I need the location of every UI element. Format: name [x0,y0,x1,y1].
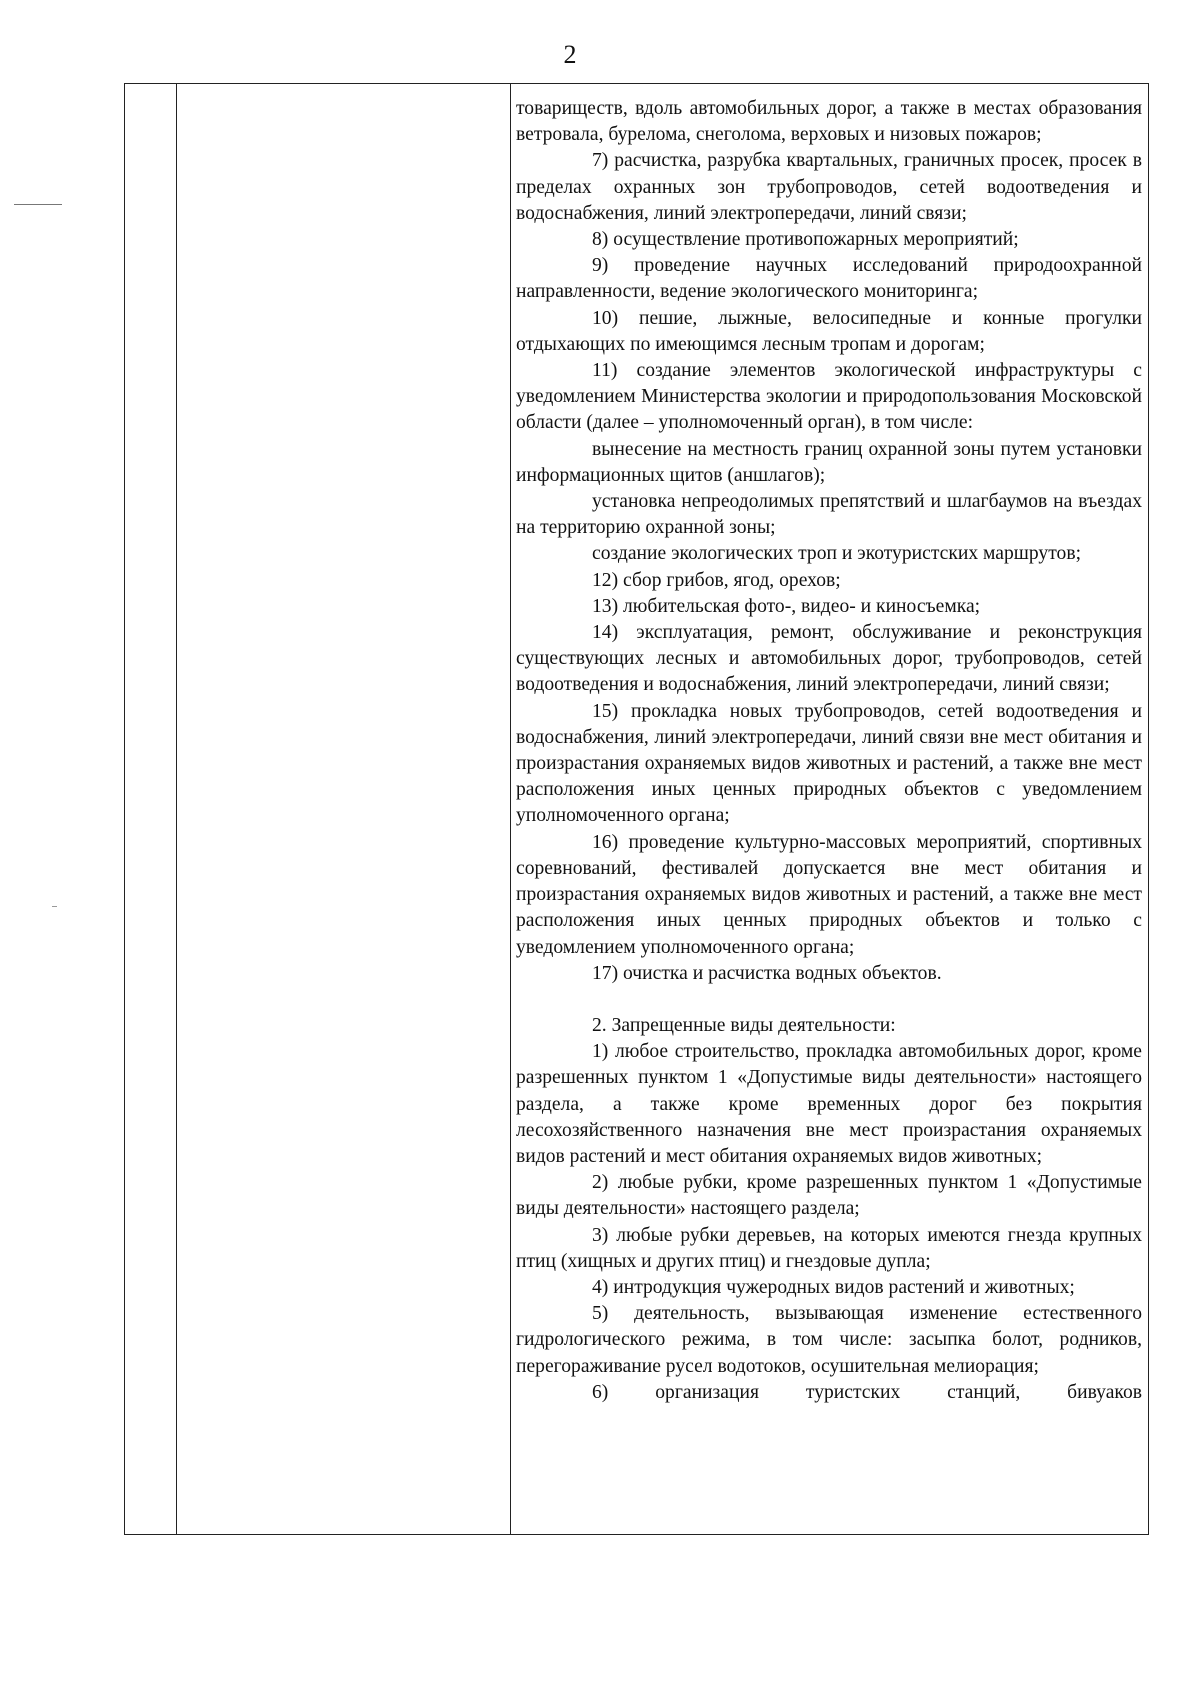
paragraph: 4) интродукция чужеродных видов растений и животных; [592,1276,1075,1298]
table-column-divider-2 [510,83,511,1535]
paragraph: 2. Запрещенные виды деятельности: [592,1014,896,1036]
paragraph: 12) сбор грибов, ягод, орехов; [592,569,841,591]
paragraph: 6) организация туристских станций, бивуаков [592,1381,1142,1403]
paragraph: 16) проведение культурно-массовых мероприятий, спортивных соревнований, фестивалей допускается вне мест обитания и произрастания охраняемых видов животных и растений, а также вне мест расположения иных ценных природных объектов и только с уведомлением уполномоченного органа; [516,831,1142,958]
paragraph: 1) любое строительство, прокладка автомобильных дорог, кроме разрешенных пунктом 1 «Допустимые виды деятельности» настоящего раздела, а также кроме временных дорог без покрытия лесохозяйственного назначения вне мест произрастания охраняемых видов растений и мест обитания охраняемых видов животных; [516,1041,1142,1167]
margin-mark [14,204,62,205]
paragraph: 17) очистка и расчистка водных объектов. [592,962,942,984]
paragraph: товариществ, вдоль автомобильных дорог, а также в местах образования ветровала, бурелома, снеголома, верховых и низовых пожаров; [516,98,1142,146]
margin-dot [52,906,57,907]
paragraph: 3) любые рубки деревьев, на которых имеются гнезда крупных птиц (хищных и других птиц) и гнездовые дупла; [516,1224,1142,1272]
page-number: 2 [563,40,577,69]
paragraph: вынесение на местность границ охранной зоны путем установки информационных щитов (аншлагов); [516,438,1142,486]
paragraph: установка непреодолимых препятствий и шлагбаумов на въездах на территорию охранной зоны; [516,491,1142,539]
paragraph: 13) любительская фото-, видео- и киносъемка; [592,595,981,617]
paragraph: 11) создание элементов экологической инфраструктуры с уведомлением Министерства экологии и природопользования Московской области (далее – уполномоченный орган), в том числе: [516,360,1142,434]
paragraph: 2) любые рубки, кроме разрешенных пунктом 1 «Допустимые виды деятельности» настоящего раздела; [516,1172,1142,1220]
paragraph: 8) осуществление противопожарных мероприятий; [592,229,1019,251]
paragraph: 5) деятельность, вызывающая изменение естественного гидрологического режима, в том числе: засыпка болот, родников, перегораживание русел водотоков, осушительная мелиорация; [516,1303,1142,1377]
table-text-column [516,96,1142,1406]
paragraph: создание экологических троп и экотуристских маршрутов; [592,543,1082,565]
paragraph: 15) прокладка новых трубопроводов, сетей водоотведения и водоснабжения, линий электропередачи, линий связи вне мест обитания и произрастания охраняемых видов животных и растений, а также вне мест расположения иных ценных природных объектов с уведомлением уполномоченного органа; [516,700,1142,827]
paragraph: 14) эксплуатация, ремонт, обслуживание и реконструкция существующих лесных и автомобильных дорог, трубопроводов, сетей водоотведения и водоснабжения, линий электропередачи, линий связи; [516,622,1142,696]
table-column-divider-1 [176,83,177,1535]
paragraph-gap [516,987,1142,1013]
paragraph: 10) пешие, лыжные, велосипедные и конные прогулки отдыхающих по имеющимся лесным тропам и дорогам; [516,307,1142,355]
paragraph: 7) расчистка, разрубка квартальных, граничных просек, просек в пределах охранных зон трубопроводов, сетей водоотведения и водоснабжения, линий электропередачи, линий связи; [516,150,1142,224]
paragraph: 9) проведение научных исследований природоохранной направленности, ведение экологического мониторинга; [516,255,1142,303]
